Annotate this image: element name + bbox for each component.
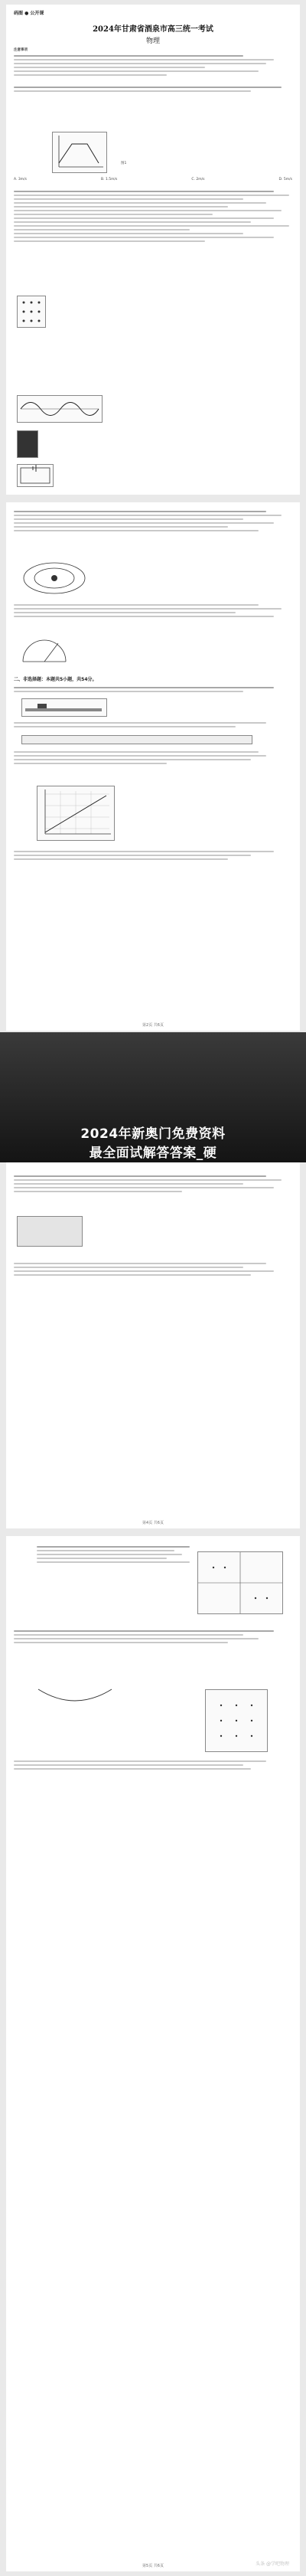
tape-figure (21, 735, 252, 744)
options-row (14, 178, 292, 182)
brand-label: 码图 ● 公开课 (14, 11, 44, 16)
promo-banner (0, 1032, 306, 1162)
page-4-questions (6, 1628, 300, 1646)
page-2-questions (6, 602, 300, 619)
field-figure (17, 296, 46, 328)
dots-figure (205, 1689, 268, 1752)
page-2-footer: 第2页 共6页 (142, 1023, 164, 1028)
dots-figure-svg (206, 1690, 267, 1751)
figure-caption: 图1 (121, 162, 127, 165)
track-figure-svg (22, 699, 106, 716)
exam-page-1 (6, 5, 300, 495)
option-b: B. 1.5m/s (101, 178, 118, 181)
section-heading: 二、非选择题：本题共5小题，共54分。 (14, 677, 97, 682)
plot-figure-svg (37, 786, 114, 840)
field-grid-svg (198, 1552, 282, 1613)
option-d: D. 5m/s (278, 178, 292, 181)
exam-title: 2024年甘肃省酒泉市高三统一考试 (93, 25, 213, 34)
graph-figure (52, 132, 107, 173)
option-a: A. 3m/s (14, 178, 27, 181)
graph-figure-svg (53, 132, 106, 172)
notes-text (6, 55, 300, 76)
option-c: C. 2m/s (191, 178, 205, 181)
page-2-text (6, 502, 300, 531)
circuit-figure (17, 464, 54, 487)
banner-line-1: 2024年新奥门免费资料 (80, 1126, 226, 1142)
experiment-text (6, 720, 300, 730)
banner-line-2: 最全面试解答答案_硬 (89, 1146, 217, 1161)
circuit-figure-svg (18, 465, 53, 486)
page-4-tail (6, 1758, 300, 1772)
semicircle-figure-svg (21, 633, 67, 663)
exam-page-2 (6, 502, 300, 1031)
page-2-tail (6, 848, 300, 862)
formula-options (6, 749, 300, 767)
plot-figure (37, 786, 115, 841)
exam-subject: 物理 (145, 38, 160, 45)
exam-page-4 (6, 1536, 300, 2571)
wave-figure-svg (18, 396, 102, 422)
page-4-footer: 第5页 共6页 (142, 2564, 164, 2568)
wave-figure (17, 395, 103, 423)
question-body (6, 188, 300, 244)
field-grid-figure (197, 1551, 283, 1614)
orbit-figure (21, 561, 87, 596)
page-3-options (6, 1260, 300, 1278)
slope-figure-svg (37, 1682, 113, 1712)
experiment-question (6, 685, 300, 695)
semicircle-figure (21, 633, 67, 663)
slope-figure (37, 1682, 113, 1712)
watermark: 头条 @学吧物理 (256, 2561, 289, 2567)
orbit-figure-svg (21, 561, 87, 596)
question-1-text (6, 87, 300, 92)
notes-heading: 注意事项 (14, 48, 28, 52)
coil-figure (17, 430, 38, 458)
page-3-text (6, 1173, 300, 1195)
page-3-footer: 第4页 共6页 (142, 1521, 164, 1525)
setup-figure (17, 1216, 83, 1247)
track-figure (21, 698, 107, 717)
field-figure-svg (18, 296, 45, 327)
